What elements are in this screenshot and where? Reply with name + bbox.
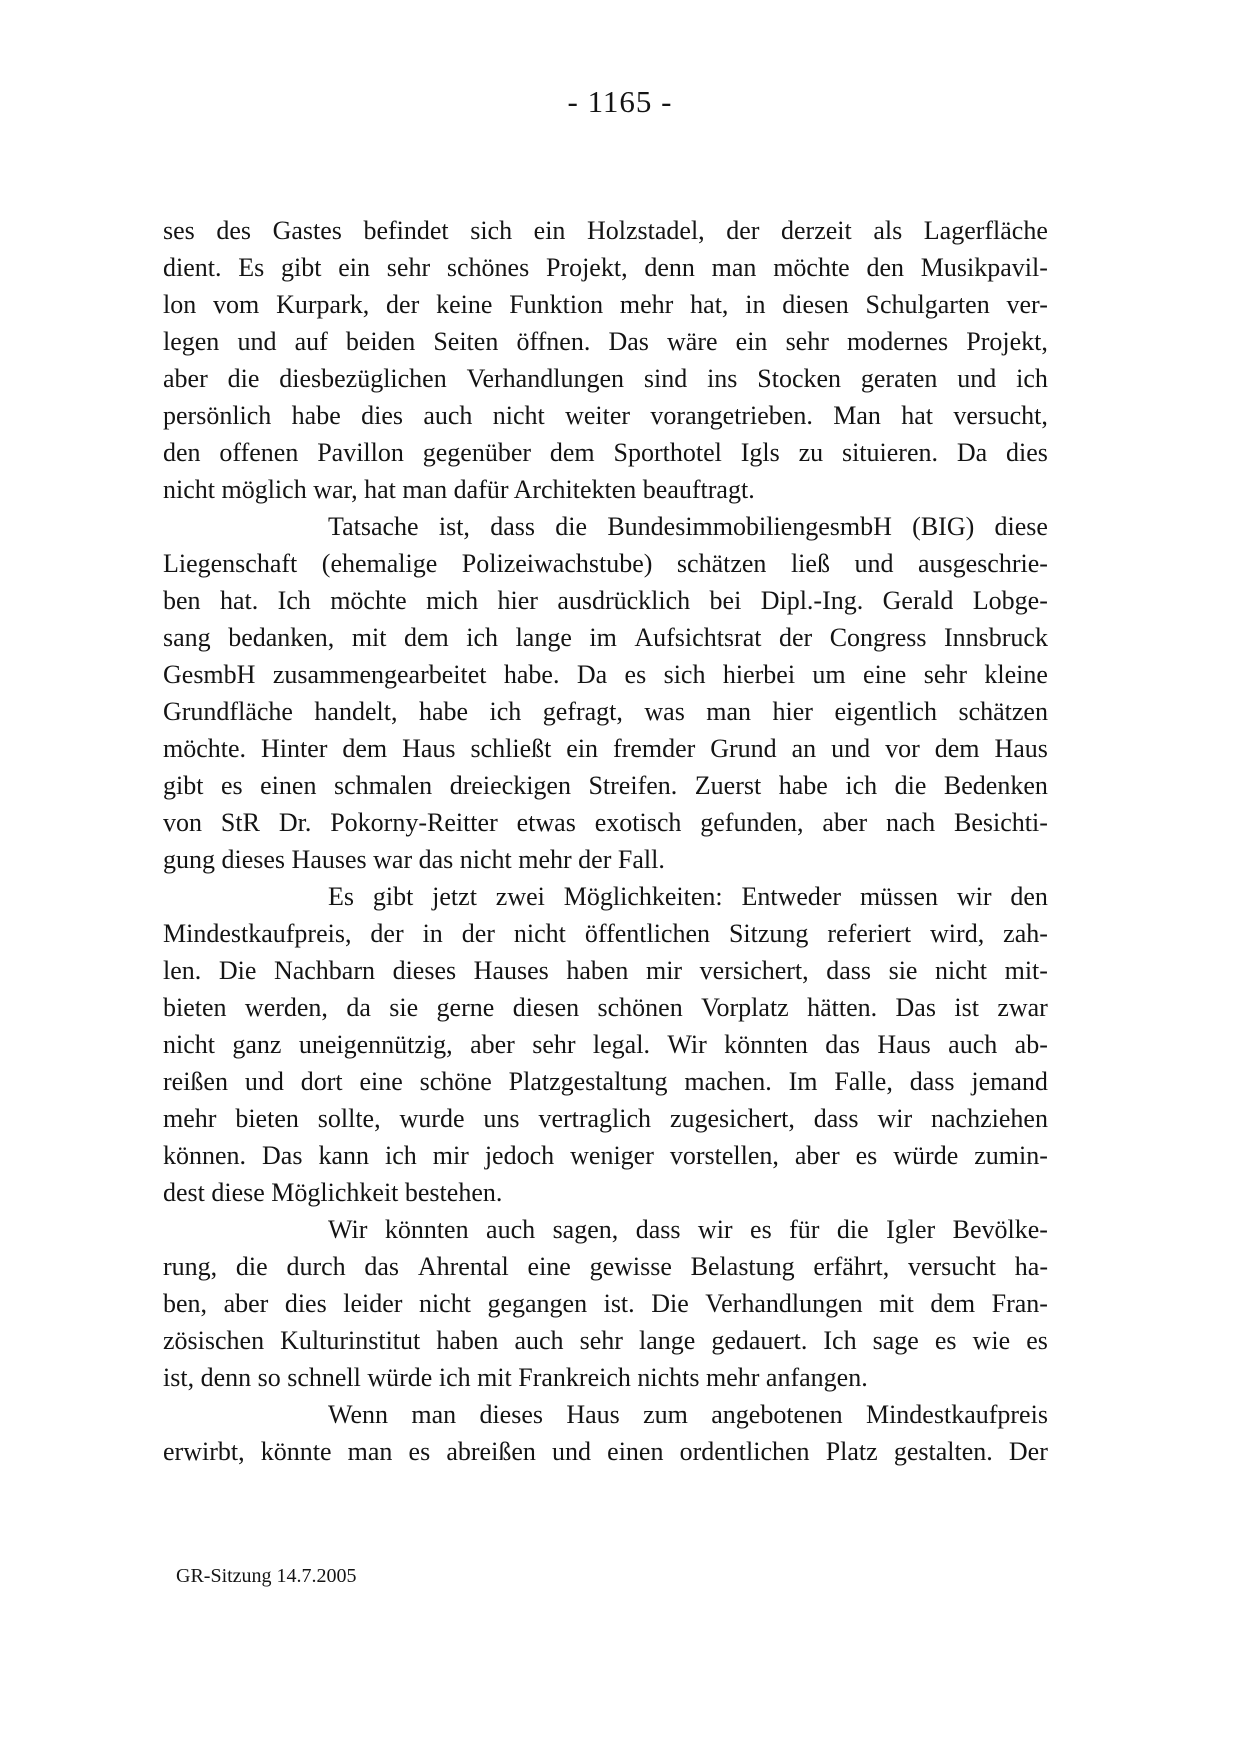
body-line: ses des Gastes befindet sich ein Holzstadel, der derzeit als Lagerfläche	[163, 216, 1048, 245]
body-line: Mindestkaufpreis, der in der nicht öffentlichen Sitzung referiert wird, zah-	[163, 919, 1048, 948]
body-line: Wenn man dieses Haus zum angebotenen Mindestkaufpreis	[328, 1400, 1048, 1429]
body-text	[163, 212, 1048, 1470]
body-line: gung dieses Hauses war das nicht mehr der Fall.	[163, 845, 665, 874]
body-line: können. Das kann ich mir jedoch weniger vorstellen, aber es würde zumin-	[163, 1141, 1048, 1170]
body-line: reißen und dort eine schöne Platzgestaltung machen. Im Falle, dass jemand	[163, 1067, 1048, 1096]
body-line: len. Die Nachbarn dieses Hauses haben mir versichert, dass sie nicht mit-	[163, 956, 1048, 985]
body-line: Grundfläche handelt, habe ich gefragt, was man hier eigentlich schätzen	[163, 697, 1048, 726]
body-line: von StR Dr. Pokorny-Reitter etwas exotisch gefunden, aber nach Besichti-	[163, 808, 1048, 837]
body-line: erwirbt, könnte man es abreißen und einen ordentlichen Platz gestalten. Der	[163, 1437, 1048, 1466]
page-number: - 1165 -	[567, 84, 673, 119]
body-line: nicht ganz uneigennützig, aber sehr legal. Wir könnten das Haus auch ab-	[163, 1030, 1048, 1059]
body-line: dient. Es gibt ein sehr schönes Projekt, denn man möchte den Musikpavil-	[163, 253, 1048, 282]
footer-note: GR-Sitzung 14.7.2005	[176, 1565, 357, 1587]
body-line: ist, denn so schnell würde ich mit Frankreich nichts mehr anfangen.	[163, 1363, 868, 1392]
body-line: legen und auf beiden Seiten öffnen. Das wäre ein sehr modernes Projekt,	[163, 327, 1048, 356]
body-line: mehr bieten sollte, wurde uns vertraglich zugesichert, dass wir nachziehen	[163, 1104, 1048, 1133]
body-line: lon vom Kurpark, der keine Funktion mehr hat, in diesen Schulgarten ver-	[163, 290, 1048, 319]
body-line: Liegenschaft (ehemalige Polizeiwachstube) schätzen ließ und ausgeschrie-	[163, 549, 1048, 578]
body-line: aber die diesbezüglichen Verhandlungen sind ins Stocken geraten und ich	[163, 364, 1048, 393]
body-line: gibt es einen schmalen dreieckigen Streifen. Zuerst habe ich die Bedenken	[163, 771, 1048, 800]
body-line: Tatsache ist, dass die BundesimmobiliengesmbH (BIG) diese	[328, 512, 1048, 541]
body-line: sang bedanken, mit dem ich lange im Aufsichtsrat der Congress Innsbruck	[163, 623, 1048, 652]
body-line: bieten werden, da sie gerne diesen schönen Vorplatz hätten. Das ist zwar	[163, 993, 1048, 1022]
body-line: Es gibt jetzt zwei Möglichkeiten: Entweder müssen wir den	[328, 882, 1048, 911]
body-line: rung, die durch das Ahrental eine gewisse Belastung erfährt, versucht ha-	[163, 1252, 1048, 1281]
body-line: ben, aber dies leider nicht gegangen ist. Die Verhandlungen mit dem Fran-	[163, 1289, 1048, 1318]
body-line: persönlich habe dies auch nicht weiter vorangetrieben. Man hat versucht,	[163, 401, 1048, 430]
body-line: ben hat. Ich möchte mich hier ausdrücklich bei Dipl.-Ing. Gerald Lobge-	[163, 586, 1048, 615]
body-line: dest diese Möglichkeit bestehen.	[163, 1178, 503, 1207]
body-line: den offenen Pavillon gegenüber dem Sporthotel Igls zu situieren. Da dies	[163, 438, 1048, 467]
body-line: GesmbH zusammengearbeitet habe. Da es sich hierbei um eine sehr kleine	[163, 660, 1048, 689]
body-line: zösischen Kulturinstitut haben auch sehr lange gedauert. Ich sage es wie es	[163, 1326, 1048, 1355]
body-line: möchte. Hinter dem Haus schließt ein fremder Grund an und vor dem Haus	[163, 734, 1048, 763]
body-line: Wir könnten auch sagen, dass wir es für die Igler Bevölke-	[328, 1215, 1048, 1244]
body-line: nicht möglich war, hat man dafür Architekten beauftragt.	[163, 475, 755, 504]
